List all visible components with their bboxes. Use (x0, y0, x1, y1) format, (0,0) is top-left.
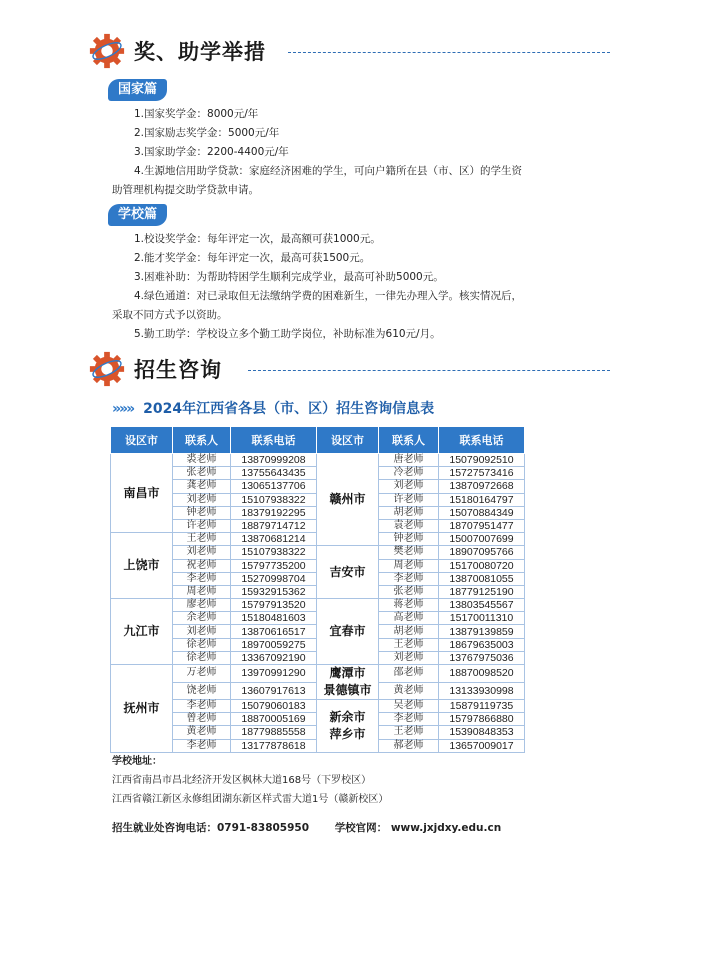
list-item: 1.校设奖学金：每年评定一次，最高额可获1000元。 (134, 233, 381, 245)
contact-cell: 刘老师 (173, 493, 231, 506)
city-cell: 赣州市 (317, 454, 379, 546)
phone-cell: 15070884349 (439, 506, 525, 519)
phone-cell: 13870681214 (231, 533, 317, 546)
city-cell: 九江市 (111, 599, 173, 665)
admission-phone: 招生就业处咨询电话：0791-83805950 (112, 822, 310, 834)
phone-cell: 18907095766 (439, 546, 525, 559)
phone-cell: 13970991290 (231, 665, 317, 683)
phone-cell: 13870972668 (439, 480, 525, 493)
city-cell: 宜春市 (317, 599, 379, 665)
contact-cell: 蒋老师 (379, 599, 439, 612)
phone-cell: 13755643435 (231, 467, 317, 480)
header-cell: 联系电话 (439, 427, 525, 454)
city-cell: 上饶市 (111, 533, 173, 599)
contact-cell: 张老师 (173, 467, 231, 480)
phone-cell: 13133930998 (439, 682, 525, 700)
phone-cell: 15180164797 (439, 493, 525, 506)
header-cell: 联系电话 (231, 427, 317, 454)
phone-cell: 15727573416 (439, 467, 525, 480)
contact-cell: 刘老师 (173, 546, 231, 559)
contact-cell: 徐老师 (173, 638, 231, 651)
contact-cell: 唐老师 (379, 454, 439, 467)
contact-cell: 钟老师 (379, 533, 439, 546)
contact-cell: 刘老师 (173, 625, 231, 638)
section-title: 招生咨询 (134, 358, 222, 382)
contact-cell: 张老师 (379, 585, 439, 598)
badge-national: 国家篇 (108, 79, 167, 101)
contact-cell: 高老师 (379, 612, 439, 625)
phone-cell: 15932915362 (231, 585, 317, 598)
contact-cell: 李老师 (379, 713, 439, 726)
phone-cell: 13065137706 (231, 480, 317, 493)
phone-cell: 13879139859 (439, 625, 525, 638)
contact-cell: 樊老师 (379, 546, 439, 559)
city-cell: 鹰潭市 景德镇市 (317, 665, 379, 700)
section-header-scholarships (88, 32, 528, 72)
contact-cell: 钟老师 (173, 506, 231, 519)
city-cell: 南昌市 (111, 454, 173, 533)
table-title: »»» 2024年江西省各县（市、区）招生咨询信息表 (112, 401, 435, 417)
list-item: 2.能才奖学金：每年评定一次，最高可获1500元。 (134, 252, 371, 264)
phone-cell: 18870098520 (439, 665, 525, 683)
contact-cell: 胡老师 (379, 506, 439, 519)
section-title: 奖、助学举措 (134, 40, 266, 64)
contact-cell: 胡老师 (379, 625, 439, 638)
contact-cell: 冷老师 (379, 467, 439, 480)
contact-cell: 廖老师 (173, 599, 231, 612)
list-item: 2.国家励志奖学金：5000元/年 (134, 127, 280, 139)
section-header-admissions (88, 350, 528, 390)
phone-cell: 15079060183 (231, 700, 317, 713)
table-row (111, 700, 525, 713)
list-item: 5.勤工助学：学校设立多个勤工助学岗位，补助标准为610元/月。 (134, 328, 441, 340)
website-link[interactable]: 学校官网： www.jxjdxy.edu.cn (334, 822, 502, 834)
phone-cell: 15797866880 (439, 713, 525, 726)
footer-contact (112, 820, 523, 835)
contact-cell: 裘老师 (173, 454, 231, 467)
phone-cell: 13177878618 (231, 739, 317, 752)
contact-cell: 徐老师 (173, 651, 231, 664)
list-item: 3.困难补助：为帮助特困学生顺利完成学业，最高可补助5000元。 (134, 271, 444, 283)
table-row (111, 665, 525, 683)
phone-cell: 15170011310 (439, 612, 525, 625)
header-cell: 设区市 (317, 427, 379, 454)
phone-cell: 15390848353 (439, 726, 525, 739)
phone-cell: 15797913520 (231, 599, 317, 612)
contact-cell: 周老师 (379, 559, 439, 572)
phone-cell: 15107938322 (231, 493, 317, 506)
phone-cell: 13870999208 (231, 454, 317, 467)
city-cell: 抚州市 (111, 665, 173, 753)
phone-cell: 18970059275 (231, 638, 317, 651)
header-cell: 设区市 (111, 427, 173, 454)
national-aid-list (112, 105, 532, 200)
phone-cell: 18779885558 (231, 726, 317, 739)
contact-cell: 袁老师 (379, 519, 439, 532)
contact-cell: 王老师 (379, 726, 439, 739)
contact-cell: 许老师 (173, 519, 231, 532)
dashed-divider (288, 52, 610, 53)
contact-cell: 曾老师 (173, 713, 231, 726)
address-line: 江西省南昌市昌北经济开发区枫林大道168号（下罗校区） (112, 775, 372, 786)
contact-cell: 刘老师 (379, 651, 439, 664)
city-cell: 新余市 萍乡市 (317, 700, 379, 753)
address-line: 江西省赣江新区永修组团湖东新区样式雷大道1号（赣新校区） (112, 794, 389, 805)
phone-cell: 18870005169 (231, 713, 317, 726)
contact-cell: 王老师 (379, 638, 439, 651)
phone-cell: 13870616517 (231, 625, 317, 638)
phone-cell: 13870081055 (439, 572, 525, 585)
contact-cell: 黄老师 (379, 682, 439, 700)
contact-cell: 郝老师 (379, 739, 439, 752)
header-cell: 联系人 (173, 427, 231, 454)
phone-cell: 18679635003 (439, 638, 525, 651)
table-row (111, 454, 525, 467)
table-row (111, 599, 525, 612)
contact-cell: 李老师 (173, 700, 231, 713)
dashed-divider (248, 370, 610, 371)
phone-cell: 13803545567 (439, 599, 525, 612)
school-address (112, 752, 388, 809)
contact-cell: 龚老师 (173, 480, 231, 493)
contact-cell: 邵老师 (379, 665, 439, 683)
contact-cell: 周老师 (173, 585, 231, 598)
phone-cell: 15180481603 (231, 612, 317, 625)
address-label: 学校地址： (112, 756, 162, 767)
phone-cell: 15170080720 (439, 559, 525, 572)
contact-cell: 刘老师 (379, 480, 439, 493)
chevrons-icon: »»» (112, 401, 134, 417)
phone-cell: 13657009017 (439, 739, 525, 752)
list-item: 3.国家助学金：2200-4400元/年 (134, 146, 289, 158)
gear-icon (88, 350, 126, 388)
phone-cell: 18379192295 (231, 506, 317, 519)
city-cell: 吉安市 (317, 546, 379, 599)
contact-cell: 万老师 (173, 665, 231, 683)
contact-cell: 吴老师 (379, 700, 439, 713)
school-aid-list (112, 230, 532, 344)
phone-cell: 13367092190 (231, 651, 317, 664)
phone-cell: 13607917613 (231, 682, 317, 700)
gear-icon (88, 32, 126, 70)
phone-cell: 15879119735 (439, 700, 525, 713)
list-item: 1.国家奖学金：8000元/年 (134, 108, 259, 120)
contact-cell: 祝老师 (173, 559, 231, 572)
phone-cell: 18879714712 (231, 519, 317, 532)
list-item: 4.生源地信用助学贷款：家庭经济困难的学生，可向户籍所在县（市、区）的学生资助管理机构提交助学贷款申请。 (112, 165, 523, 196)
contact-cell: 饶老师 (173, 682, 231, 700)
header-cell: 联系人 (379, 427, 439, 454)
phone-cell: 15797735200 (231, 559, 317, 572)
phone-cell: 18779125190 (439, 585, 525, 598)
list-item: 4.绿色通道：对已录取但无法缴纳学费的困难新生，一律先办理入学。核实情况后，采取不同方式予以资助。 (112, 290, 523, 321)
contact-cell: 李老师 (173, 739, 231, 752)
contact-cell: 李老师 (379, 572, 439, 585)
phone-cell: 18707951477 (439, 519, 525, 532)
contact-cell: 李老师 (173, 572, 231, 585)
phone-cell: 15079092510 (439, 454, 525, 467)
contact-cell: 王老师 (173, 533, 231, 546)
contact-table (110, 426, 525, 753)
contact-cell: 余老师 (173, 612, 231, 625)
contact-cell: 黄老师 (173, 726, 231, 739)
badge-school: 学校篇 (108, 204, 167, 226)
contact-cell: 许老师 (379, 493, 439, 506)
phone-cell: 15007007699 (439, 533, 525, 546)
table-header-row (111, 427, 525, 454)
phone-cell: 15107938322 (231, 546, 317, 559)
table-row (111, 546, 525, 559)
phone-cell: 15270998704 (231, 572, 317, 585)
phone-cell: 13767975036 (439, 651, 525, 664)
